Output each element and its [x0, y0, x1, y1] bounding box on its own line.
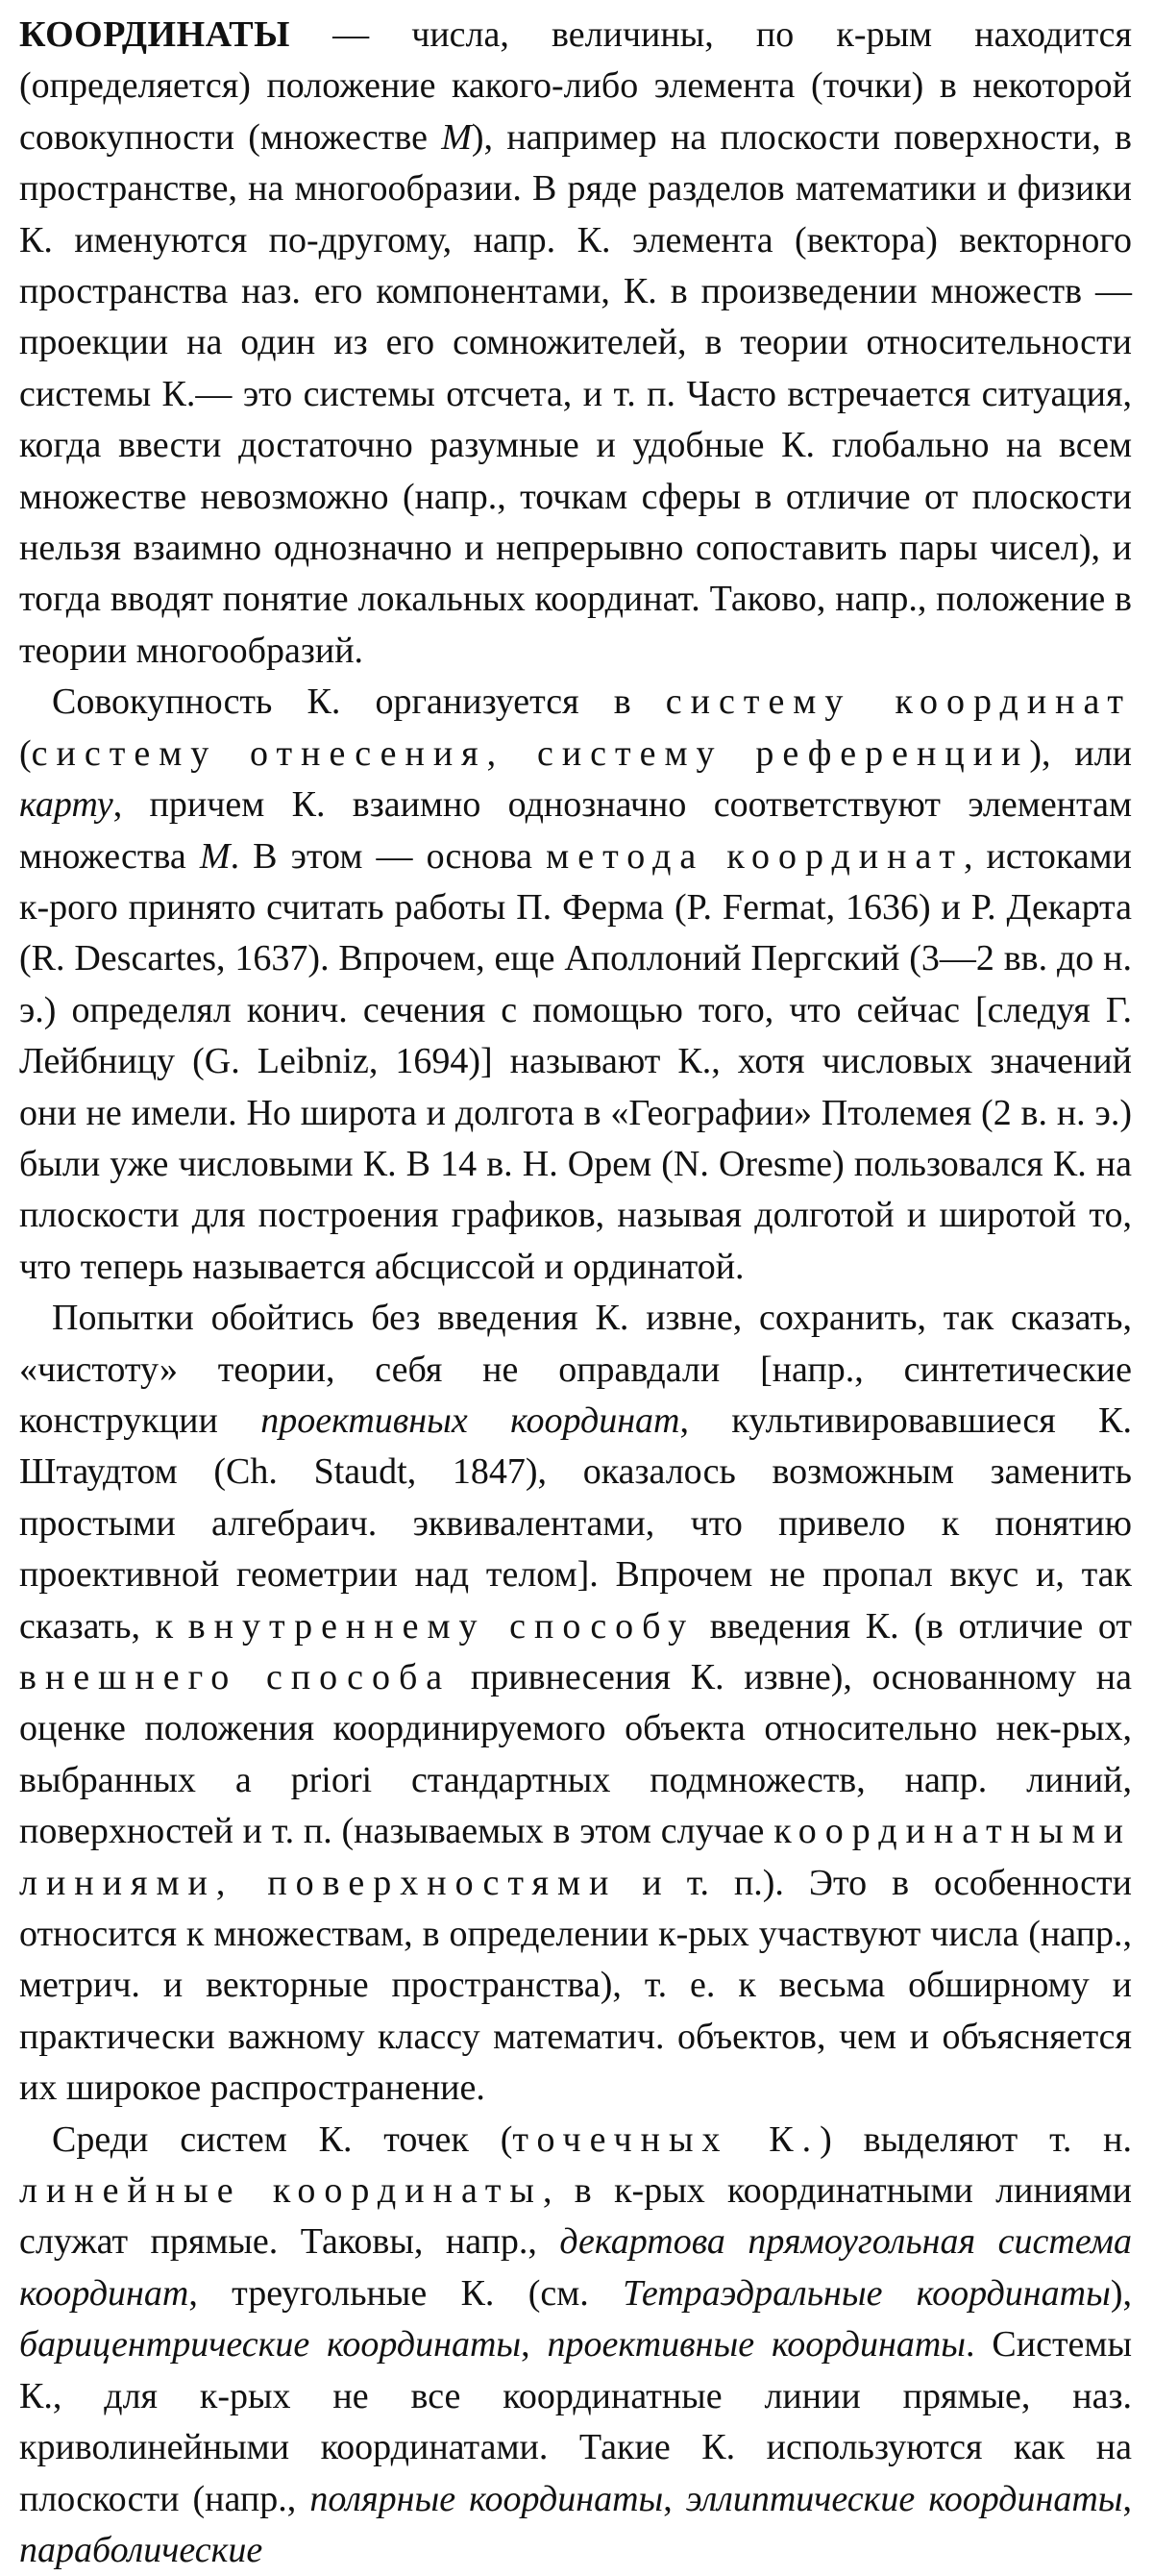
text-run: ), например на плоскости поверхности, в пространстве, на многообразии. В ряде разделов математики и физики К. именуются по-другому, напр. К. элемента (вектора) векторного пространства наз. его компонентами, К. в произведении множеств — проекции на один из его сомножителей, в теории относительности системы К.— это системы отсчета, и т. п. Часто встречается ситуация, когда ввести достаточно разумные и удобные К. глобально на всем множестве невозможно (напр., точкам сферы в отличие от плоскости нельзя взаимно однозначно и непрерывно сопоставить пары чисел), и тогда вводят понятие локальных координат. Таково, напр., положение в теории многообразий. — [19, 116, 1132, 671]
text-run: . В этом — основа — [230, 835, 547, 877]
italic-term: Тетраэдральные координаты — [623, 2272, 1111, 2314]
spaced-term: точечных К. — [512, 2118, 821, 2160]
italic-term: эллиптические координаты — [685, 2478, 1123, 2519]
text-run: Совокупность К. организуется в — [52, 681, 666, 723]
text-run: , — [521, 2324, 548, 2365]
italic-term: декартова прямоугольная система координат — [19, 2221, 1132, 2314]
text-run: , культивировавшиеся К. Штаудтом (Ch. Staudt, 1847), оказалось возможным заменить простыми алгебраич. эквивалентами, что привело к понятию проективной геометрии над телом]. Впрочем не пропал вкус и, так сказать, к — [19, 1399, 1133, 1647]
text-run: введения К. (в отличие от — [695, 1605, 1133, 1647]
text-run: Среди систем К. точек ( — [52, 2118, 513, 2160]
text-run: Попытки обойтись без введения К. извне, сохранить, так сказать, «чистоту» теории, себя не оправдали [напр., синтетические конструкции — [19, 1298, 1132, 1441]
text-run: , треугольные К. (см. — [188, 2272, 624, 2314]
text-run: , — [663, 2478, 686, 2519]
text-run: — числа, величины, по к-рым находится (определяется) положение какого-либо элемента (точки) в некоторой совокупности (множестве — [19, 14, 1132, 158]
italic-term: проективных координат — [260, 1399, 680, 1441]
spaced-term: координатными линиями, поверхностями — [19, 1811, 1132, 1903]
spaced-term: внутреннему способу — [187, 1605, 696, 1647]
text-run: . Системы К., для к-рых не все координатные линии прямые, наз. криволинейными координатами. Такие К. используются как на плоскости (напр., — [19, 2324, 1132, 2519]
italic-term: барицентрические координаты — [19, 2324, 522, 2365]
italic-term: М — [199, 835, 231, 877]
spaced-term: систему отнесения, систему референции — [31, 732, 1030, 774]
paragraph-coordinate-system — [19, 677, 1132, 1293]
text-run: , в к-рых координатными линиями служат прямые. Таковы, напр., — [19, 2170, 1132, 2263]
spaced-term: метода координат — [546, 835, 964, 877]
headword: КООРДИНАТЫ — [19, 14, 290, 55]
spaced-term: линейные координаты — [19, 2170, 543, 2212]
article-body — [19, 10, 1132, 2576]
spaced-term: внешнего способа — [19, 1657, 452, 1697]
italic-term: М — [441, 116, 472, 158]
text-run: ( — [19, 732, 32, 774]
spaced-term: систему координат — [665, 681, 1132, 723]
italic-term: проективные координаты — [547, 2324, 967, 2365]
paragraph-definition — [19, 10, 1132, 677]
text-run: и т. п.). Это в особенности относится к множествам, в определении к-рых участвуют числа (напр., метрич. и векторные пространства), т. е. к весьма обширному и практически важному классу математич. объектов, чем и объясняется их широкое распространение. — [19, 1862, 1132, 2109]
italic-term: параболические — [19, 2529, 263, 2570]
italic-term: карту — [19, 784, 113, 826]
text-run: , — [1122, 2478, 1132, 2519]
paragraph-point-coordinates — [19, 2115, 1132, 2576]
text-run: , причем К. взаимно однозначно соответствуют элементам множества — [19, 784, 1132, 877]
text-run: ) выделяют т. н. — [820, 2118, 1132, 2160]
text-run: ), — [1110, 2272, 1132, 2314]
text-run: , истоками к-рого принято считать работы П. Ферма (P. Fermat, 1636) и Р. Декарта (R. Descartes, 1637). Впрочем, еще Аполлоний Пергский (3—2 вв. до н. э.) определял конич. сечения с помощью того, что сейчас [следуя Г. Лейбницу (G. Leibniz, 1694)] называют К., хотя числовых значений они не имели. Но широта и долгота в «Географии» Птолемея (2 в. н. э.) были уже числовыми К. В 14 в. Н. Орем (N. Oresme) пользовался К. на плоскости для построения графиков, называя долготой и широтой то, что теперь называется абсциссой и ординатой. — [19, 835, 1132, 1287]
text-run: привнесения К. извне), основанному на оценке положения координируемого объекта относительно нек-рых, выбранных a priori стандартных подмножеств, напр. линий, поверхностей и т. п. (называемых в этом случае — [19, 1657, 1132, 1852]
paragraph-internal-method — [19, 1293, 1132, 2115]
italic-term: полярные координаты — [309, 2478, 664, 2519]
text-run: ), или — [1029, 732, 1132, 774]
